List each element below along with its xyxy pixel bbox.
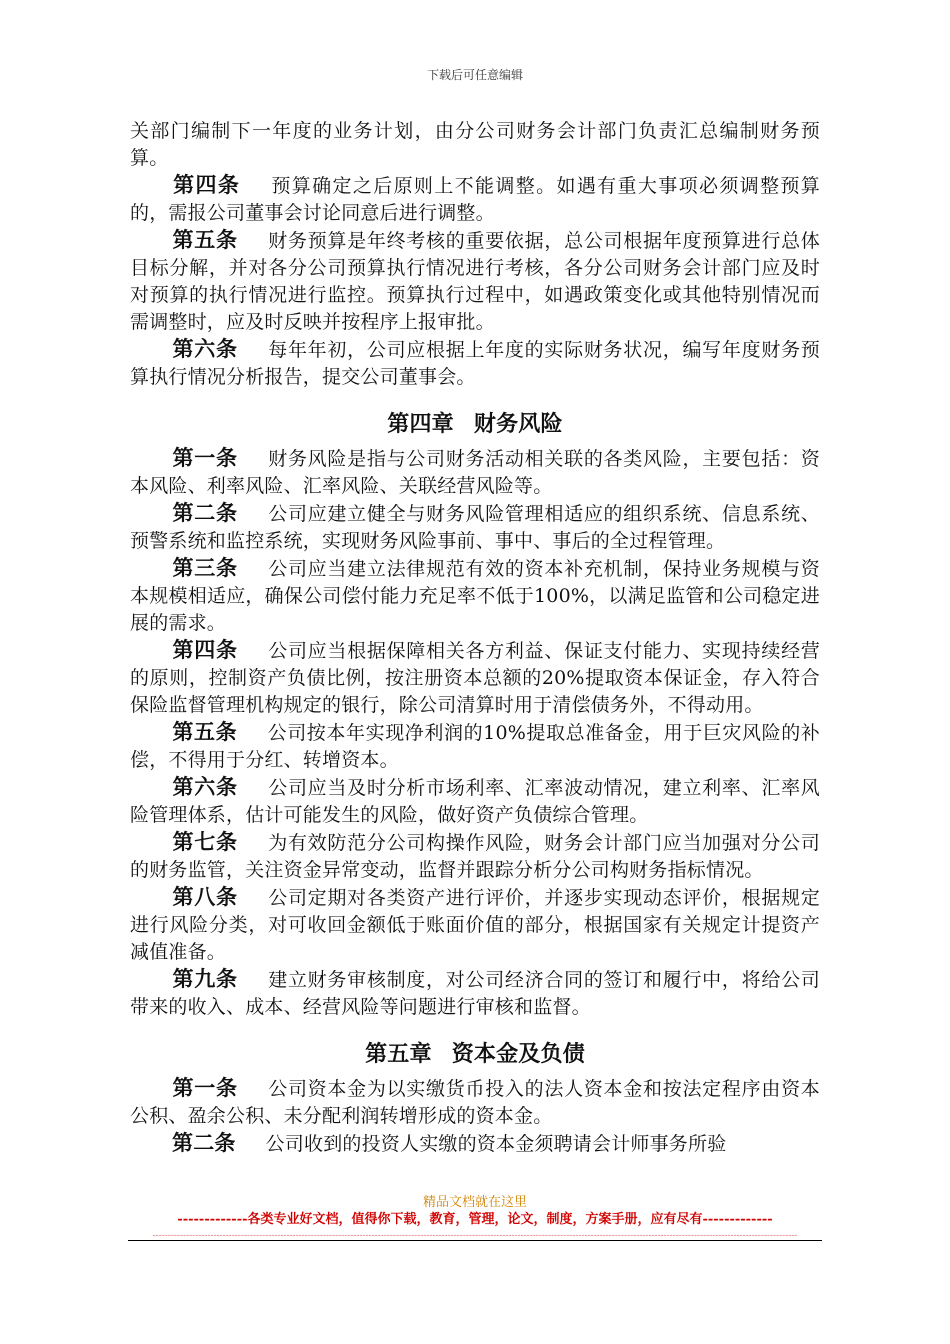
article-text: 每年年初，公司应根据上年度的实际财务状况，编写年度财务预算执行情况分析报告，提交公司董事会。 <box>130 339 820 388</box>
article-paragraph <box>130 500 820 555</box>
footer-divider <box>128 1240 822 1241</box>
article-label: 第六条 <box>172 775 238 799</box>
footer-dashed-line: -------------------------------------------------------------------------------------------------------------------------------------------------------------------------------------------------------------------- <box>152 1231 798 1241</box>
article-label: 第六条 <box>172 337 238 361</box>
article-paragraph <box>130 884 820 966</box>
article-text: 财务预算是年终考核的重要依据，总公司根据年度预算进行总体目标分解，并对各分公司预算执行情况进行考核，各分公司财务会计部门应及时对预算的执行情况进行监控。预算执行过程中，如遇政策变化或其他特别情况而需调整时，应及时反映并按程序上报审批。 <box>130 230 820 333</box>
document-body <box>130 118 820 1158</box>
footer-tagline: 精品文档就在这里 <box>422 1195 527 1210</box>
article-paragraph <box>130 637 820 719</box>
article-paragraph <box>130 719 820 774</box>
article-text: 公司定期对各类资产进行评价，并逐步实现动态评价，根据规定进行风险分类，对可收回金额低于账面价值的部分，根据国家有关规定计提资产减值准备。 <box>130 887 820 963</box>
article-text: 公司应建立健全与财务风险管理相适应的组织系统、信息系统、预警系统和监控系统，实现财务风险事前、事中、事后的全过程管理。 <box>130 503 820 552</box>
chapter-number: 第四章 <box>387 412 454 437</box>
chapter-title: 资本金及负债 <box>451 1042 585 1067</box>
article-text: 建立财务审核制度，对公司经济合同的签订和履行中，将给公司带来的收入、成本、经营风险等问题进行审核和监督。 <box>130 969 820 1018</box>
article-label: 第二条 <box>172 501 238 525</box>
continuation-paragraph: 关部门编制下一年度的业务计划，由分公司财务会计部门负责汇总编制财务预算。 <box>130 120 820 169</box>
article-paragraph <box>130 336 820 391</box>
article-label: 第八条 <box>172 885 238 909</box>
article-label: 第四条 <box>172 173 241 197</box>
article-paragraph <box>130 774 820 829</box>
article-paragraph <box>130 829 820 884</box>
article-paragraph <box>130 172 820 227</box>
article-text: 公司应当建立法律规范有效的资本补充机制，保持业务规模与资本规模相适应，确保公司偿付能力充足率不低于100%，以满足监管和公司稳定进展的需求。 <box>130 558 820 634</box>
chapter-number: 第五章 <box>365 1042 432 1067</box>
article-paragraph <box>130 966 820 1021</box>
article-text: 公司资本金为以实缴货币投入的法人资本金和按法定程序由资本公积、盈余公积、未分配利润转增形成的资本金。 <box>130 1078 820 1127</box>
article-text: 为有效防范分公司构操作风险，财务会计部门应当加强对分公司的财务监管，关注资金异常变动，监督并跟踪分析分公司构财务指标情况。 <box>130 832 820 881</box>
article-paragraph <box>130 445 820 500</box>
article-label: 第九条 <box>172 967 238 991</box>
chapter-heading <box>130 411 820 439</box>
article-text: 公司应当根据保障相关各方利益、保证支付能力、实现持续经营的原则，控制资产负债比例，按注册资本总额的20%提取资本保证金，存入符合保险监督管理机构规定的银行，除公司清算时用于清偿债务外，不得动用。 <box>130 640 820 716</box>
article-text: 公司收到的投资人实缴的资本金须聘请会计师事务所验 <box>265 1133 727 1155</box>
chapter-heading <box>130 1041 820 1069</box>
article-text: 公司按本年实现净利润的10%提取总准备金，用于巨灾风险的补偿，不得用于分红、转增资本。 <box>130 722 820 771</box>
article-paragraph <box>130 1075 820 1130</box>
footer-promo: -------------各类专业好文档，值得你下载，教育，管理，论文，制度，方案手册，应有尽有------------- <box>177 1212 773 1227</box>
page-footer <box>0 1195 950 1241</box>
article-label: 第一条 <box>172 446 238 470</box>
article-text: 公司应当及时分析市场利率、汇率波动情况，建立利率、汇率风险管理体系，估计可能发生的风险，做好资产负债综合管理。 <box>130 777 820 826</box>
article-paragraph <box>130 1130 820 1158</box>
article-paragraph <box>130 555 820 637</box>
chapter-title: 财务风险 <box>473 412 563 437</box>
article-label: 第五条 <box>172 720 238 744</box>
article-paragraph <box>130 227 820 336</box>
article-label: 第二条 <box>172 1131 236 1155</box>
article-label: 第三条 <box>172 556 238 580</box>
article-label: 第四条 <box>172 638 238 662</box>
article-label: 第一条 <box>172 1076 238 1100</box>
article-label: 第七条 <box>172 830 238 854</box>
article-text: 财务风险是指与公司财务活动相关联的各类风险，主要包括：资本风险、利率风险、汇率风险、关联经营风险等。 <box>130 448 820 497</box>
article-text: 预算确定之后原则上不能调整。如遇有重大事项必须调整预算的，需报公司董事会讨论同意后进行调整。 <box>130 175 820 224</box>
page-header: 下载后可任意编辑 <box>426 68 523 82</box>
article-label: 第五条 <box>172 228 238 252</box>
